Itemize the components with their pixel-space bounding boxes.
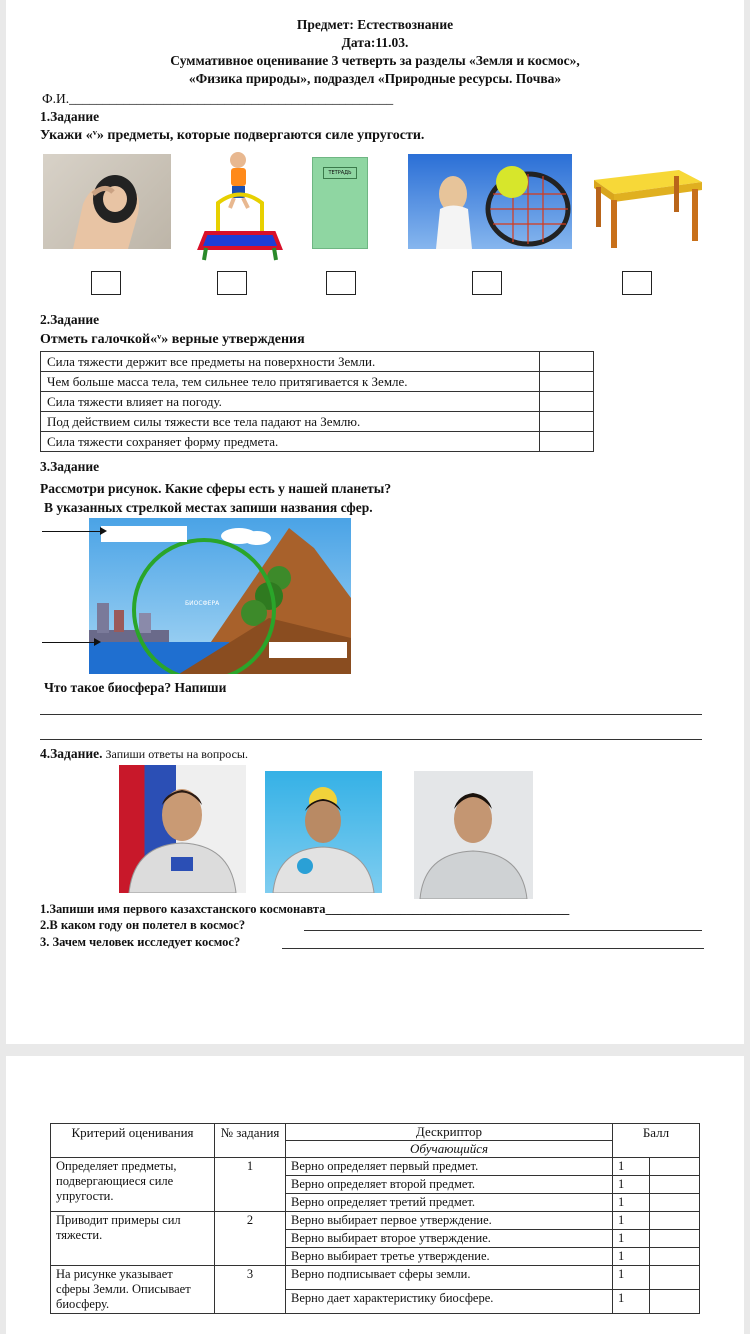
score-mark-cell[interactable] xyxy=(650,1212,700,1230)
descriptor-text: Верно определяет первый предмет. xyxy=(286,1158,613,1176)
task1-checkbox-2[interactable] xyxy=(217,271,247,295)
statement-text: Под действием силы тяжести все тела падают на Землю. xyxy=(41,412,540,432)
task4-heading xyxy=(40,746,248,762)
score-value: 1 xyxy=(613,1158,650,1176)
descriptor-text: Верно дает характеристику биосфере. xyxy=(286,1290,613,1314)
score-value: 1 xyxy=(613,1248,650,1266)
table-row xyxy=(51,1158,700,1176)
table-row xyxy=(41,412,594,432)
task-number: 2 xyxy=(215,1212,286,1266)
header-score: Балл xyxy=(613,1124,700,1158)
arrow-lower-shaft xyxy=(42,642,97,643)
header-number: № задания xyxy=(215,1124,286,1158)
criteria-table xyxy=(50,1123,700,1314)
task4-question-2: 2.В каком году он полетел в космос? xyxy=(40,918,246,932)
notebook-image xyxy=(312,157,368,249)
task3-question-1: Рассмотри рисунок. Какие сферы есть у нашей планеты? xyxy=(40,481,392,496)
answer-line-2[interactable] xyxy=(40,739,702,740)
score-value: 1 xyxy=(613,1176,650,1194)
statement-check-cell[interactable] xyxy=(540,372,594,392)
task2-statements-table xyxy=(40,351,594,452)
table-row xyxy=(41,372,594,392)
table-row xyxy=(41,392,594,412)
table-row xyxy=(51,1212,700,1230)
biosphere-label: БИОСФЕРА xyxy=(185,600,220,607)
name-field[interactable]: Ф.И.________________________________________________ xyxy=(42,91,394,106)
descriptor-text: Верно выбирает первое утверждение. xyxy=(286,1212,613,1230)
task1-checkbox-3[interactable] xyxy=(326,271,356,295)
statement-text: Чем больше масса тела, тем сильнее тело притягивается к Земле. xyxy=(41,372,540,392)
score-mark-cell[interactable] xyxy=(650,1176,700,1194)
subject-title: Предмет: Естествознание xyxy=(296,17,454,32)
task3-title: 3.Задание xyxy=(40,459,100,474)
score-mark-cell[interactable] xyxy=(650,1266,700,1290)
arrow-lower-head-icon xyxy=(94,638,101,646)
task4-title: 4.Задание. xyxy=(40,746,103,761)
descriptor-text: Верно выбирает третье утверждение. xyxy=(286,1248,613,1266)
table-row xyxy=(41,352,594,372)
notebook-label: ТЕТРАДЬ xyxy=(323,167,357,179)
statement-text: Сила тяжести влияет на погоду. xyxy=(41,392,540,412)
task3-question-3: Что такое биосфера? Напиши xyxy=(44,680,227,695)
statement-check-cell[interactable] xyxy=(540,352,594,372)
assessment-title-line1: Суммативное оценивание 3 четверть за разделы «Земля и космос», xyxy=(170,53,580,68)
worksheet-page-2 xyxy=(6,1056,744,1334)
arrow-upper-head-icon xyxy=(100,527,107,535)
sphere-answer-box-top[interactable] xyxy=(101,526,187,542)
arrow-upper-shaft xyxy=(42,531,104,532)
task4-question-1: 1.Запиши имя первого казахстанского космонавта_______________________________________ xyxy=(40,902,570,916)
score-mark-cell[interactable] xyxy=(650,1158,700,1176)
header-descriptor: Дескриптор xyxy=(286,1124,613,1141)
task-number: 1 xyxy=(215,1158,286,1212)
table-row xyxy=(51,1266,700,1290)
score-mark-cell[interactable] xyxy=(650,1230,700,1248)
header-criterion: Критерий оценивания xyxy=(51,1124,215,1158)
criterion-text: На рисунке указывает сферы Земли. Описывает биосферу. xyxy=(51,1266,215,1314)
score-value: 1 xyxy=(613,1194,650,1212)
task1-checkbox-1[interactable] xyxy=(91,271,121,295)
tennis-player-image xyxy=(408,154,572,249)
criterion-text: Определяет предметы, подвергающиеся силе упругости. xyxy=(51,1158,215,1212)
task2-question: Отметь галочкой«ᵛ» верные утверждения xyxy=(40,332,305,347)
task4-instruction: Запиши ответы на вопросы. xyxy=(102,747,248,761)
trampoline-child-image xyxy=(196,148,284,263)
descriptor-text: Верно подписывает сферы земли. xyxy=(286,1266,613,1290)
cosmonaut-photo-2 xyxy=(265,771,382,893)
statement-check-cell[interactable] xyxy=(540,412,594,432)
task4-question-3: 3. Зачем человек исследует космос? xyxy=(40,935,241,949)
descriptor-text: Верно определяет третий предмет. xyxy=(286,1194,613,1212)
answer-line-why[interactable] xyxy=(282,948,704,949)
assessment-title-line2: «Физика природы», подраздел «Природные ресурсы. Почва» xyxy=(188,71,562,86)
date-line: Дата:11.03. xyxy=(341,35,409,50)
task2-title: 2.Задание xyxy=(40,312,100,327)
score-mark-cell[interactable] xyxy=(650,1194,700,1212)
answer-line-year[interactable] xyxy=(304,930,702,931)
criterion-text: Приводит примеры сил тяжести. xyxy=(51,1212,215,1266)
score-mark-cell[interactable] xyxy=(650,1290,700,1314)
task1-question: Укажи «ᵛ» предметы, которые подвергаются силе упругости. xyxy=(40,128,425,143)
task1-checkbox-4[interactable] xyxy=(472,271,502,295)
statement-text: Сила тяжести держит все предметы на поверхности Земли. xyxy=(41,352,540,372)
score-value: 1 xyxy=(613,1290,650,1314)
descriptor-text: Верно определяет второй предмет. xyxy=(286,1176,613,1194)
table-header-row xyxy=(51,1124,700,1141)
table-furniture-image xyxy=(584,162,712,257)
task3-question-2: В указанных стрелкой местах запиши названия сфер. xyxy=(44,500,373,515)
statement-check-cell[interactable] xyxy=(540,432,594,452)
table-row xyxy=(41,432,594,452)
task1-title: 1.Задание xyxy=(40,109,100,124)
statement-check-cell[interactable] xyxy=(540,392,594,412)
cosmonaut-photo-1 xyxy=(119,765,246,893)
score-value: 1 xyxy=(613,1266,650,1290)
answer-line-1[interactable] xyxy=(40,714,702,715)
task1-checkbox-5[interactable] xyxy=(622,271,652,295)
task-number: 3 xyxy=(215,1266,286,1314)
header-learner: Обучающийся xyxy=(286,1141,613,1158)
sphere-answer-box-bottom[interactable] xyxy=(269,642,347,658)
statement-text: Сила тяжести сохраняет форму предмета. xyxy=(41,432,540,452)
worksheet-page-1 xyxy=(6,0,744,1044)
score-value: 1 xyxy=(613,1212,650,1230)
earth-spheres-image xyxy=(89,518,351,674)
score-value: 1 xyxy=(613,1230,650,1248)
hand-expander-image xyxy=(43,154,171,249)
descriptor-text: Верно выбирает второе утверждение. xyxy=(286,1230,613,1248)
cosmonaut-photo-3 xyxy=(414,771,533,899)
score-mark-cell[interactable] xyxy=(650,1248,700,1266)
